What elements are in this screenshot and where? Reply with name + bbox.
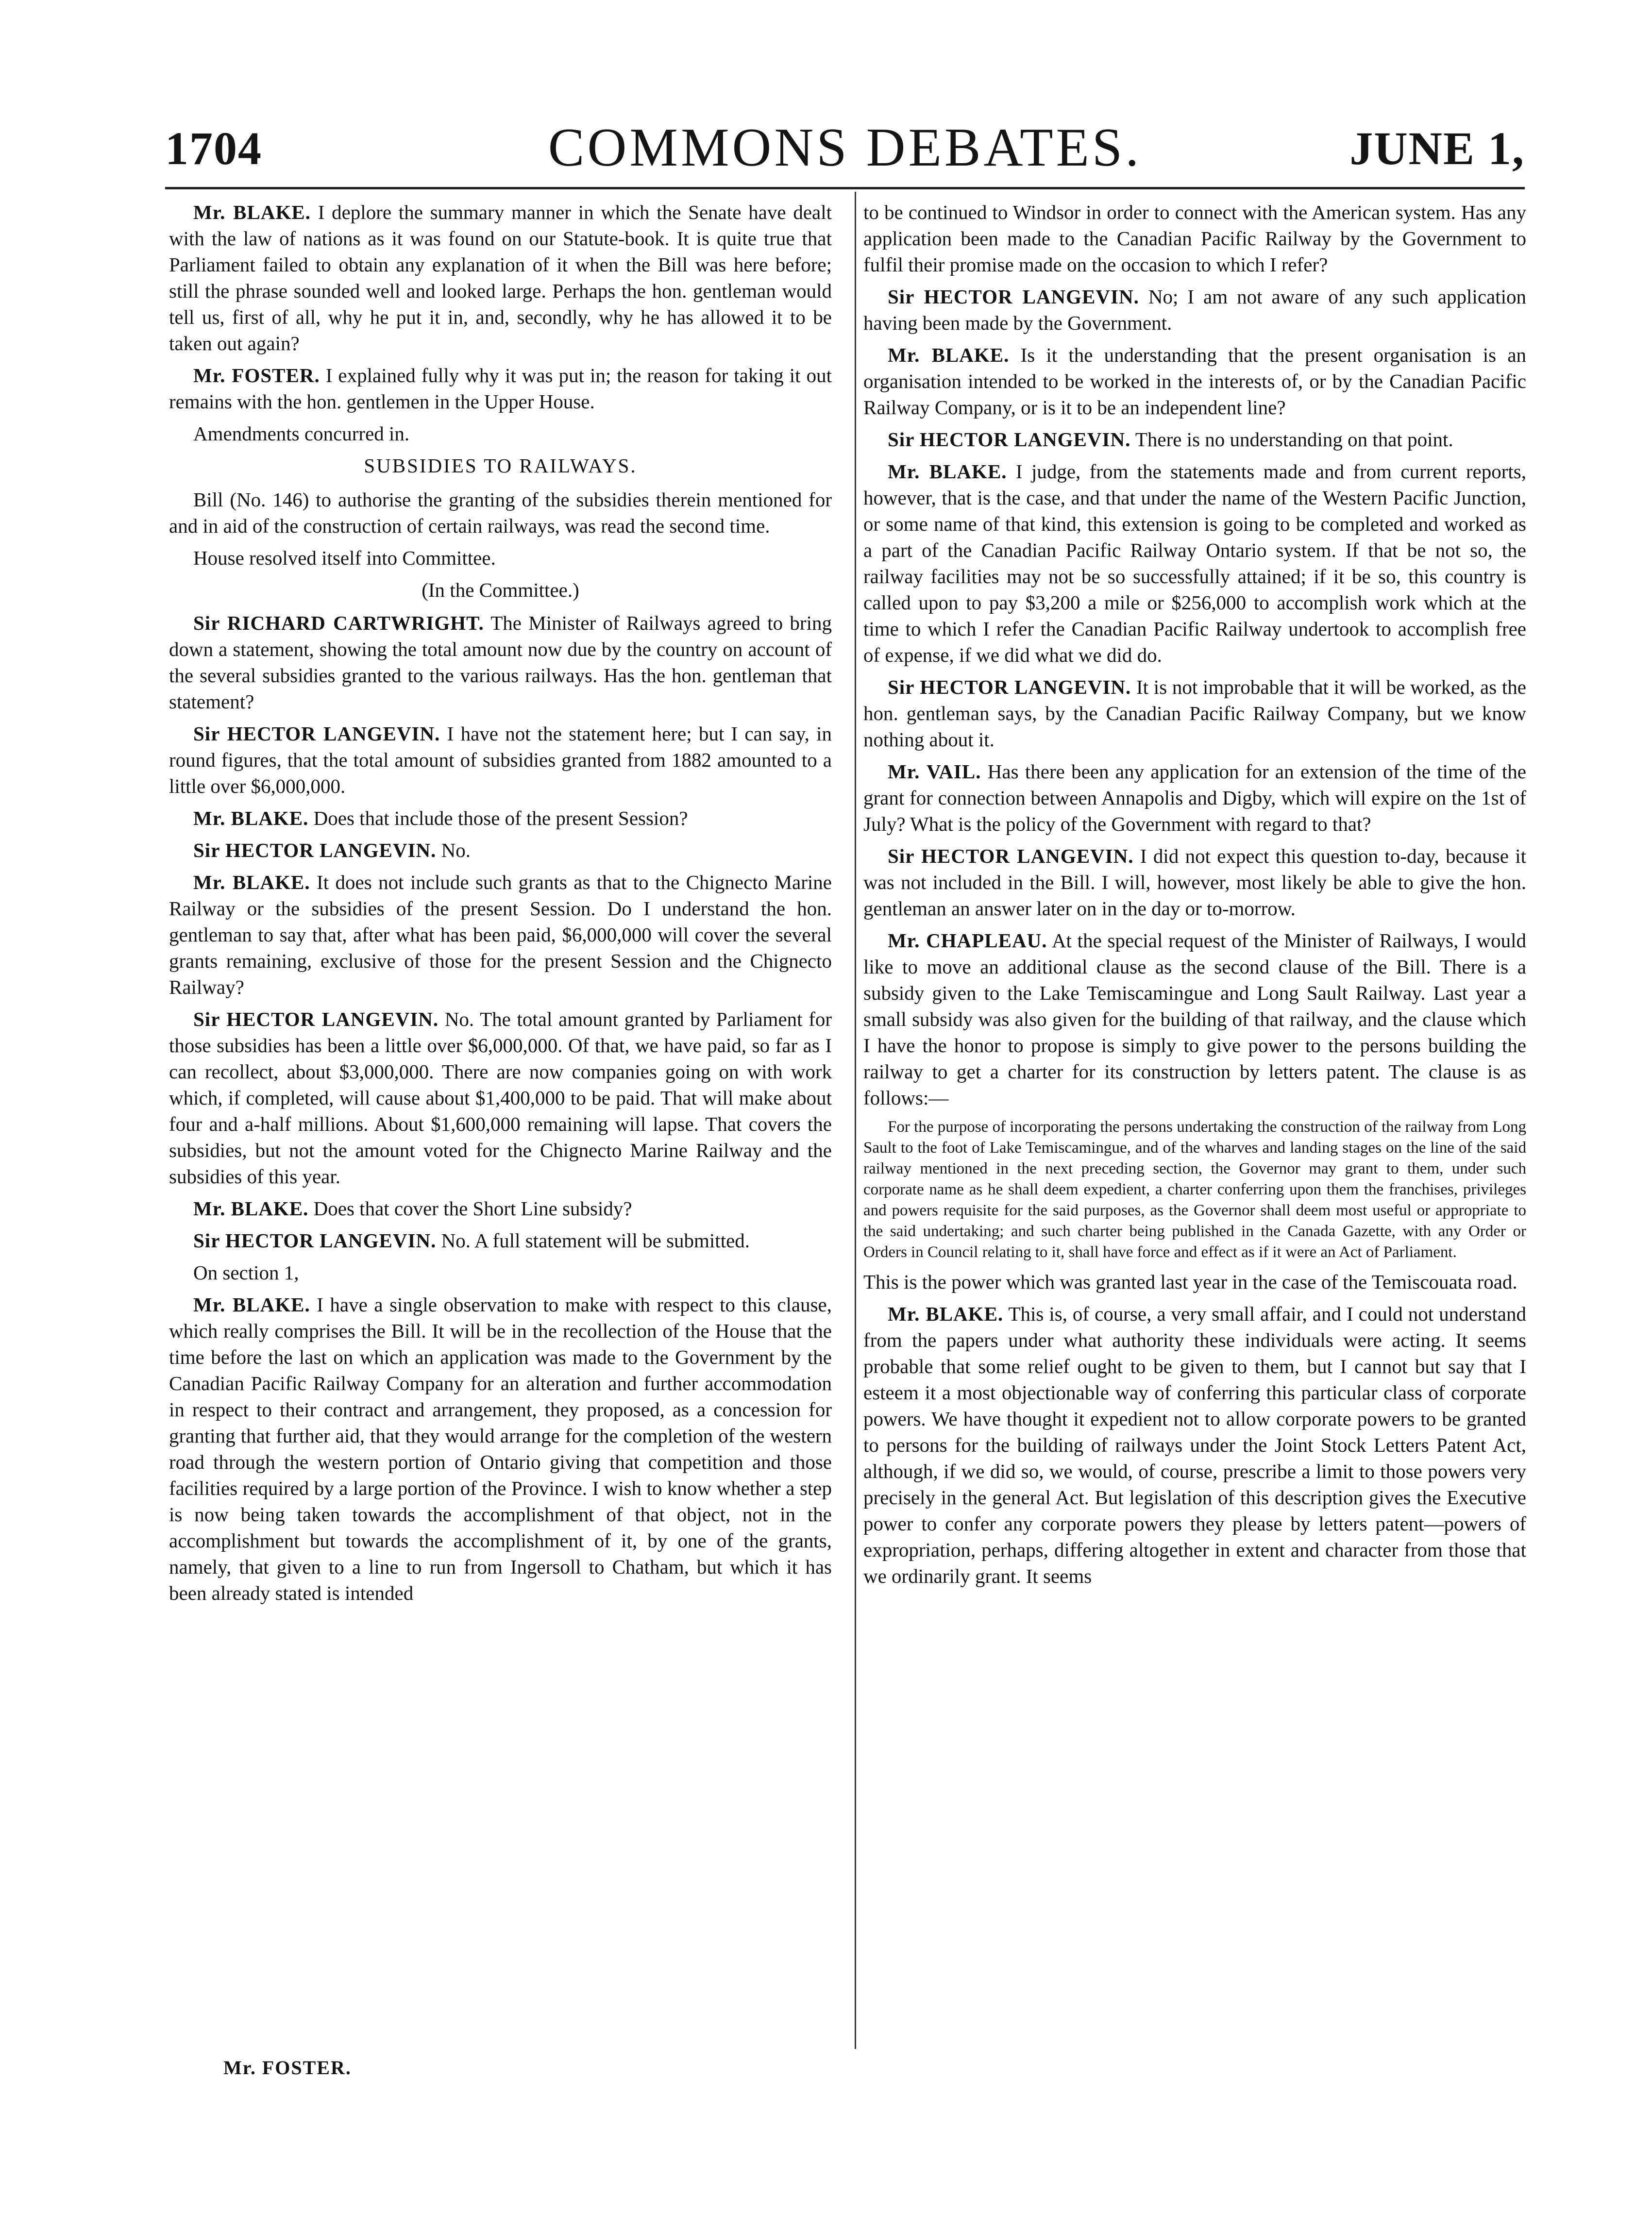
speech-text: Does that cover the Short Line subsidy?: [313, 1197, 632, 1220]
paragraph: [169, 362, 832, 415]
speaker-name: Mr. BLAKE.: [193, 871, 310, 893]
paragraph: [169, 1006, 832, 1190]
clause-text: For the purpose of incorporating the persons undertaking the construction of the railway from Long Sault to the foot of Lake Temiscamingue, and of the wharves and landing stages on the line of the said railway mentioned in the next preceding section, the Governor may grant to them, under such corporate name as he shall deem expedient, a charter conferring upon them the franchises, privileges and powers requisite for the said purposes, as the Governor shall deem most useful or appropriate to the said undertaking; and such charter being published in the Canada Gazette, with any Order or Orders in Council relating to it, shall have force and effect as if it were an Act of Parliament.: [863, 1118, 1526, 1261]
header-rule: [165, 187, 1525, 189]
left-column: [169, 199, 832, 2054]
paragraph: [863, 843, 1526, 922]
speech-text: Amendments concurred in.: [193, 422, 410, 445]
speaker-name: Mr. BLAKE.: [888, 1303, 1004, 1325]
section-heading: SUBSIDIES TO RAILWAYS.: [364, 454, 637, 477]
speaker-name: Mr. CHAPLEAU.: [888, 929, 1047, 952]
paragraph: [863, 458, 1526, 668]
speech-text: No; I am not aware of any such application having been made by the Government.: [863, 285, 1526, 334]
speaker-name: Mr. VAIL.: [888, 760, 981, 783]
paragraph: [169, 1227, 832, 1254]
speech-text: This is the power which was granted last year in the case of the Temiscouata road.: [863, 1271, 1517, 1293]
paragraph: [169, 869, 832, 1000]
page-header: [165, 117, 1525, 185]
speaker-name: Sir HECTOR LANGEVIN.: [888, 845, 1134, 867]
speaker-name: Sir HECTOR LANGEVIN.: [193, 1008, 439, 1030]
paragraph: [863, 426, 1526, 453]
paragraph: [863, 1301, 1526, 1589]
paragraph: [863, 674, 1526, 753]
speaker-name: Mr. BLAKE.: [888, 344, 1010, 366]
paragraph: [169, 1292, 832, 1606]
paragraph: [863, 1269, 1526, 1295]
paragraph: [863, 199, 1526, 278]
speech-text: Is it the understanding that the present organisation is an organisation intended to be worked in the interests of, or by the Canadian Pacific Railway Company, or is it to be an independent line?: [863, 344, 1526, 419]
speech-text: It does not include such grants as that to the Chignecto Marine Railway or the subsidies of the present Session. Do I understand the hon. gentleman to say that, after what has been paid, $6,000,000 will cover the several grants remaining, exclusive of those for the present Session and the Chignecto Railway?: [169, 871, 832, 998]
speech-text: Bill (No. 146) to authorise the granting of the subsidies therein mentioned for and in aid of the construction of certain railways, was read the second time.: [169, 488, 832, 537]
column-divider: [855, 192, 856, 2049]
speech-text: It is not improbable that it will be worked, as the hon. gentleman says, by the Canadian Pacific Railway Company, but we know nothing about it.: [863, 676, 1526, 751]
right-column: [863, 199, 1526, 2054]
speech-text: I have a single observation to make with respect to this clause, which really comprises the Bill. It will be in the recollection of the House that the time before the last on which an application was made to the Government by the Canadian Pacific Railway Company for an alteration and further accommodation in respect to their contract and arrangement, they proposed, as a concession for granting that further aid, that they would arrange for the completion of the western road through the western portion of Ontario giving that competition and those facilities required by a large portion of the Province. I wish to know whether a step is now being taken towards the accomplishment of that object, not in the accomplishment but towards the accomplishment of it, by one of the grants, namely, that given to a line to run from Ingersoll to Chatham, but which it has been already stated is intended: [169, 1293, 832, 1604]
speech-text: I judge, from the statements made and from current reports, however, that is the case, and that under the name of the Western Pacific Junction, or some name of that kind, this extension is going to be completed and worked as a part of the Canadian Pacific Railway Ontario system. If that be not so, the railway facilities may not be so successfully attained; if it be so, this country is called upon to pay $3,200 a mile or $256,000 to accomplish work which at the time to which I refer the Canadian Pacific Railway undertook to accomplish free of expense, if we did what we did do.: [863, 460, 1526, 666]
paragraph: [863, 927, 1526, 1111]
paragraph: [169, 199, 832, 356]
speech-text: I deplore the summary manner in which the Senate have dealt with the law of nations as it was found on our Statute-book. It is quite true that Parliament failed to obtain any explanation of it when the Bill was here before; still the phrase sounded well and looked large. Perhaps the hon. gentleman would tell us, first of all, why he put it in, and, secondly, why he has allowed it to be taken out again?: [169, 201, 832, 354]
speech-text: There is no understanding on that point.: [1135, 428, 1453, 451]
paragraph: [169, 487, 832, 539]
speaker-name: Mr. BLAKE.: [193, 807, 309, 829]
speaker-name: Mr. BLAKE.: [888, 460, 1007, 483]
speech-text: No. A full statement will be submitted.: [441, 1229, 750, 1252]
quoted-clause: [863, 1117, 1526, 1263]
speaker-name: Sir HECTOR LANGEVIN.: [888, 428, 1131, 451]
speaker-name: Sir HECTOR LANGEVIN.: [193, 722, 440, 745]
speaker-name: Mr. BLAKE.: [193, 201, 311, 223]
paragraph: [169, 610, 832, 715]
speech-text: This is, of course, a very small affair, and I could not understand from the papers under what authority these individuals were acting. It seems probable that some relief ought to be given to them, but I cannot but say that I esteem it a most objectionable way of conferring this particular class of corporate powers. We have thought it expedient not to allow corporate powers to be granted to persons for the building of railways under the Joint Stock Letters Patent Act, although, if we did so, we would, of course, prescribe a limit to those powers very precisely in the general Act. But legislation of this description gives the Executive power to confer any corporate powers they please by letters patent—powers of expropriation, perhaps, differing altogether in extent and character from those that we ordinarily grant. It seems: [863, 1303, 1526, 1587]
paragraph: [863, 758, 1526, 837]
paragraph: [169, 805, 832, 831]
speaker-name: Sir RICHARD CARTWRIGHT.: [193, 612, 484, 634]
page-title: COMMONS DEBATES.: [548, 117, 1142, 178]
speech-text: On section 1,: [193, 1261, 299, 1284]
speech-text: I did not expect this question to-day, because it was not included in the Bill. I will, however, most likely be able to give the hon. gentleman an answer later on in the day or to-morrow.: [863, 845, 1526, 920]
page-number: 1704: [165, 122, 262, 174]
speaker-name: Sir HECTOR LANGEVIN.: [193, 839, 437, 861]
speaker-name: Mr. BLAKE.: [193, 1293, 310, 1316]
speech-text: House resolved itself into Committee.: [193, 547, 496, 569]
speech-text: Does that include those of the present Session?: [313, 807, 688, 829]
page-date: JUNE 1,: [1349, 122, 1525, 174]
paragraph: [169, 837, 832, 863]
speech-text: I have not the statement here; but I can say, in round figures, that the total amount of subsidies granted from 1882 amounted to a little over $6,000,000.: [169, 722, 832, 797]
speech-text: Has there been any application for an extension of the time of the grant for connection between Annapolis and Digby, which will expire on the 1st of July? What is the policy of the Government with regard to that?: [863, 760, 1526, 835]
speech-text: I explained fully why it was put in; the reason for taking it out remains with the hon. gentlemen in the Upper House.: [169, 364, 832, 413]
paragraph: [863, 284, 1526, 336]
footer-running-name: Mr. FOSTER.: [223, 2057, 352, 2079]
paragraph: [169, 1195, 832, 1222]
speech-text: The Minister of Railways agreed to bring down a statement, showing the total amount now due by the country on account of the several subsidies granted to the various railways. Has the hon. gentleman that statement?: [169, 612, 832, 713]
paragraph: [169, 1259, 832, 1286]
speaker-name: Mr. BLAKE.: [193, 1197, 309, 1220]
speaker-name: Sir HECTOR LANGEVIN.: [888, 285, 1139, 308]
speech-text: No. The total amount granted by Parliament for those subsidies has been a little over $6,000,000. Of that, we have paid, so far as I can recollect, about $3,000,000. There are now companies going on with work which, if completed, will cause about $1,400,000 to be paid. That will make about four and a-half millions. About $1,600,000 remaining will lapse. That covers the subsidies, but not the amount voted for the Chignecto Marine Railway and the subsidies of this year.: [169, 1008, 832, 1188]
speech-text: At the special request of the Minister of Railways, I would like to move an additional clause as the second clause of the Bill. There is a subsidy given to the Lake Temiscamingue and Long Sault Railway. Last year a small subsidy was also given for the building of that railway, and the clause which I have the honor to propose is simply to give power to the persons building the railway to get a charter for its construction by letters patent. The clause is as follows:—: [863, 929, 1526, 1109]
speech-text: No.: [441, 839, 471, 861]
paragraph: [169, 420, 832, 447]
speaker-name: Mr. FOSTER.: [193, 364, 320, 386]
speaker-name: Sir HECTOR LANGEVIN.: [888, 676, 1131, 698]
committee-note: (In the Committee.): [421, 579, 579, 601]
paragraph: [169, 545, 832, 571]
paragraph: [169, 721, 832, 799]
paragraph: [863, 342, 1526, 420]
speaker-name: Sir HECTOR LANGEVIN.: [193, 1229, 437, 1252]
speech-text: to be continued to Windsor in order to connect with the American system. Has any application been made to the Canadian Pacific Railway by the Government to fulfil their promise made on the occasion to which I refer?: [863, 201, 1526, 276]
